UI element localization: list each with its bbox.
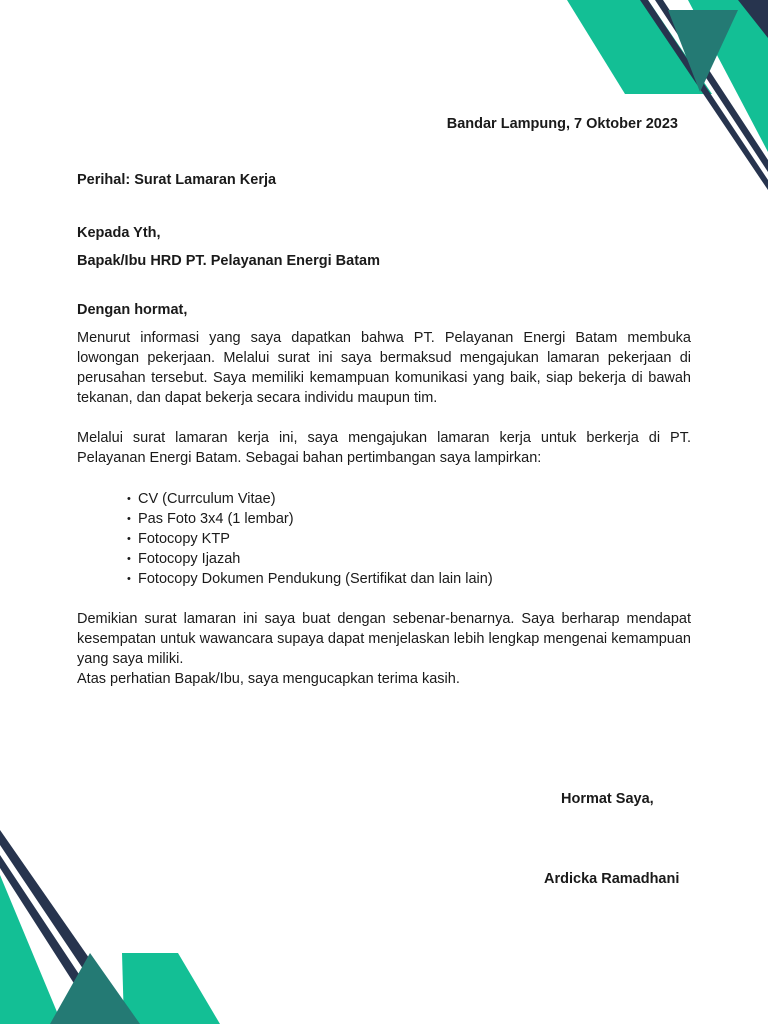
recipient-name: Bapak/Ibu HRD PT. Pelayanan Energi Batam bbox=[77, 253, 380, 269]
attachment-list bbox=[127, 489, 493, 589]
top-right-decoration bbox=[560, 0, 768, 190]
body-paragraph-1: Menurut informasi yang saya dapatkan bahwa PT. Pelayanan Energi Batam membuka lowongan pekerjaan. Melalui surat ini saya bermaksud mengajukan lamaran pekerjaan di perusahan tersebut. Saya memiliki kemampuan komunikasi yang baik, siap bekerja di bawah tekanan, dan dapat bekerja secara individu maupun tim. bbox=[77, 330, 691, 406]
greeting: Dengan hormat, bbox=[77, 302, 188, 318]
thanks-line: Atas perhatian Bapak/Ibu, saya mengucapkan terima kasih. bbox=[77, 671, 460, 687]
signatory-name: Ardicka Ramadhani bbox=[544, 871, 680, 887]
attachment-item: • Fotocopy Dokumen Pendukung (Sertifikat dan lain lain) bbox=[127, 569, 493, 589]
attachment-item: • Fotocopy Ijazah bbox=[127, 549, 493, 569]
body-paragraph-2: Melalui surat lamaran kerja ini, saya mengajukan lamaran kerja untuk berkerja di PT. Pelayanan Energi Batam. Sebagai bahan pertimbangan saya lampirkan: bbox=[77, 430, 691, 466]
letter-subject: Perihal: Surat Lamaran Kerja bbox=[77, 172, 277, 188]
body-paragraph-3: Demikian surat lamaran ini saya buat dengan sebenar-benarnya. Saya berharap mendapat kesempatan untuk wawancara supaya dapat menjelaskan lebih lengkap mengenai kemampuan yang saya miliki. bbox=[77, 611, 691, 667]
attachment-item: • Pas Foto 3x4 (1 lembar) bbox=[127, 509, 493, 529]
teal-band-shape bbox=[122, 953, 220, 1024]
letter-date: Bandar Lampung, 7 Oktober 2023 bbox=[446, 116, 678, 132]
bottom-left-decoration bbox=[0, 820, 230, 1024]
recipient-salutation: Kepada Yth, bbox=[77, 225, 161, 241]
attachment-item: • CV (Currculum Vitae) bbox=[127, 489, 493, 509]
attachment-item: • Fotocopy KTP bbox=[127, 529, 493, 549]
closing-phrase: Hormat Saya, bbox=[561, 791, 654, 807]
